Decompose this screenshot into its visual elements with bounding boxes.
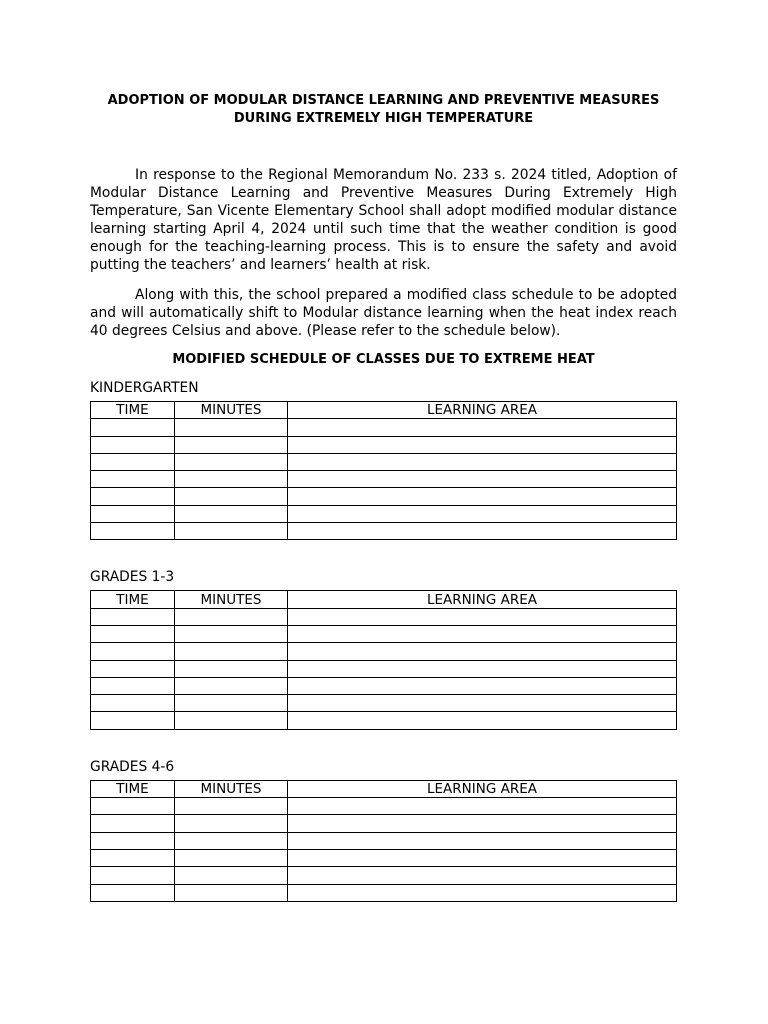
table-row: [91, 625, 677, 642]
table-row: [91, 712, 677, 729]
table-row: [91, 815, 677, 832]
time-cell: [91, 505, 175, 522]
time-cell: [91, 625, 175, 642]
learning-area-cell: [288, 523, 677, 540]
learning-area-cell: [288, 453, 677, 470]
minutes-cell: [175, 677, 288, 694]
time-cell: [91, 712, 175, 729]
header-minutes: MINUTES: [175, 780, 288, 797]
header-learning-area: LEARNING AREA: [288, 780, 677, 797]
minutes-cell: [175, 798, 288, 815]
time-cell: [91, 453, 175, 470]
table-row: [91, 643, 677, 660]
section-label: KINDERGARTEN: [90, 380, 199, 396]
time-cell: [91, 488, 175, 505]
minutes-cell: [175, 625, 288, 642]
table-row: [91, 695, 677, 712]
section-gap: [90, 730, 677, 758]
learning-area-cell: [288, 884, 677, 901]
time-cell: [91, 677, 175, 694]
title-line-1: ADOPTION OF MODULAR DISTANCE LEARNING AND PREVENTIVE MEASURES: [107, 93, 660, 108]
schedule-table: [90, 590, 677, 729]
header-time: TIME: [91, 591, 175, 608]
paragraph-2: Along with this, the school prepared a modified class schedule to be adopted and will automatically shift to Modular distance learning when the heat index reach 40 degrees Celsius and above. (Please refer to the schedule below).: [90, 287, 677, 339]
time-cell: [91, 436, 175, 453]
table-row: [91, 660, 677, 677]
learning-area-cell: [288, 471, 677, 488]
time-cell: [91, 867, 175, 884]
paragraph-1: In response to the Regional Memorandum No. 233 s. 2024 titled, Adoption of Modular Distance Learning and Preventive Measures During Extremely High Temperature, San Vicente Elementary School shall adopt modified modular distance learning starting April 4, 2024 until such time that the weather condition is good enough for the teaching-learning process. This is to ensure the safety and avoid putting the teachers’ and learners’ health at risk.: [90, 167, 677, 273]
table-row: [91, 677, 677, 694]
learning-area-cell: [288, 798, 677, 815]
section-gap: [90, 540, 677, 568]
table-row: [91, 523, 677, 540]
table-row: [91, 505, 677, 522]
learning-area-cell: [288, 712, 677, 729]
learning-area-cell: [288, 849, 677, 866]
header-minutes: MINUTES: [175, 591, 288, 608]
minutes-cell: [175, 643, 288, 660]
table-row: [91, 488, 677, 505]
learning-area-cell: [288, 815, 677, 832]
time-cell: [91, 695, 175, 712]
time-cell: [91, 608, 175, 625]
time-cell: [91, 832, 175, 849]
learning-area-cell: [288, 505, 677, 522]
table-header-row: [91, 780, 677, 797]
minutes-cell: [175, 523, 288, 540]
learning-area-cell: [288, 677, 677, 694]
minutes-cell: [175, 849, 288, 866]
table-row: [91, 849, 677, 866]
minutes-cell: [175, 660, 288, 677]
learning-area-cell: [288, 832, 677, 849]
time-cell: [91, 815, 175, 832]
time-cell: [91, 471, 175, 488]
minutes-cell: [175, 436, 288, 453]
table-row: [91, 867, 677, 884]
minutes-cell: [175, 832, 288, 849]
learning-area-cell: [288, 867, 677, 884]
table-header-row: [91, 591, 677, 608]
table-row: [91, 608, 677, 625]
header-time: TIME: [91, 780, 175, 797]
learning-area-cell: [288, 488, 677, 505]
minutes-cell: [175, 505, 288, 522]
table-row: [91, 419, 677, 436]
minutes-cell: [175, 815, 288, 832]
table-row: [91, 436, 677, 453]
table-row: [91, 798, 677, 815]
table-row: [91, 884, 677, 901]
title-line-2: DURING EXTREMELY HIGH TEMPERATURE: [233, 111, 534, 126]
minutes-cell: [175, 419, 288, 436]
learning-area-cell: [288, 608, 677, 625]
time-cell: [91, 798, 175, 815]
learning-area-cell: [288, 419, 677, 436]
time-cell: [91, 523, 175, 540]
table-row: [91, 471, 677, 488]
time-cell: [91, 884, 175, 901]
learning-area-cell: [288, 660, 677, 677]
learning-area-cell: [288, 695, 677, 712]
schedule-table: [90, 401, 677, 540]
time-cell: [91, 419, 175, 436]
minutes-cell: [175, 695, 288, 712]
minutes-cell: [175, 608, 288, 625]
schedule-sections: [90, 379, 677, 902]
minutes-cell: [175, 488, 288, 505]
header-time: TIME: [91, 402, 175, 419]
document-title: [90, 92, 677, 128]
learning-area-cell: [288, 436, 677, 453]
minutes-cell: [175, 471, 288, 488]
table-row: [91, 453, 677, 470]
time-cell: [91, 643, 175, 660]
document-page: [90, 92, 677, 902]
header-learning-area: LEARNING AREA: [288, 591, 677, 608]
table-header-row: [91, 402, 677, 419]
learning-area-cell: [288, 643, 677, 660]
section-label: GRADES 1-3: [90, 569, 175, 586]
schedule-title: MODIFIED SCHEDULE OF CLASSES DUE TO EXTREME HEAT: [172, 352, 595, 367]
header-learning-area: LEARNING AREA: [288, 402, 677, 419]
minutes-cell: [175, 712, 288, 729]
time-cell: [91, 660, 175, 677]
minutes-cell: [175, 453, 288, 470]
schedule-table: [90, 780, 677, 902]
learning-area-cell: [288, 625, 677, 642]
time-cell: [91, 849, 175, 866]
minutes-cell: [175, 867, 288, 884]
header-minutes: MINUTES: [175, 402, 288, 419]
section-label: GRADES 4-6: [90, 758, 175, 775]
minutes-cell: [175, 884, 288, 901]
table-row: [91, 832, 677, 849]
